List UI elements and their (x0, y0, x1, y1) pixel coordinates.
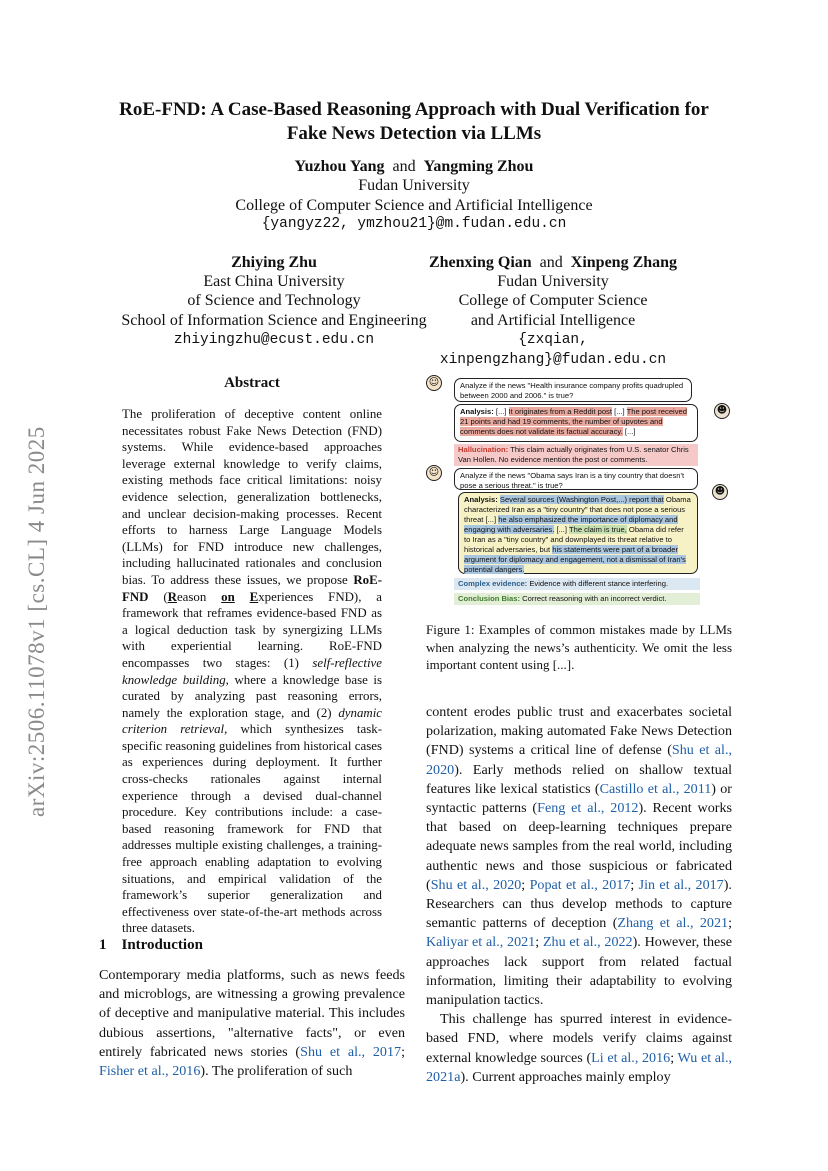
citation-link[interactable]: Jin et al., 2017 (638, 876, 724, 893)
citation-link[interactable]: Shu et al., 2020 (430, 876, 522, 893)
paper-title-line1: RoE-FND: A Case-Based Reasoning Approach with Dual Verification for (119, 99, 709, 120)
question-bubble-1: Analyze if the news "Health insurance company profits quadrupled between 2000 and 2006." is true? (454, 378, 692, 402)
abstract-body: The proliferation of deceptive content online necessitates robust Fake News Detection (FND) systems. While evidence-based approaches leverage external knowledge to verify claims, existing methods face critical limitations: noisy evidence selection, generalization bottlenecks, and unclear decision-making processes. Recent efforts to harness Large Language Models (LLMs) for FND introduce new challenges, including hallucinated rationales and conclusion bias. To address these issues, we propose RoE-FND (Reason on Experiences FND), a framework that reframes evidence-based FND as a logical deduction task by synergizing LLMs with experiential learning. RoE-FND encompasses two stages: (1) self-reflective knowledge building, where a knowledge base is curated by analyzing past reasoning errors, namely the exploration stage, and (2) dynamic criterion retrieval, which synthesizes task-specific reasoning guidelines from historical cases as experiences during deployment. It further cross-checks rationales against internal experience through a devised dual-channel procedure. Key contributions include: a case-based reasoning framework for FND that addresses multiple existing challenges, a training-free approach enabling adaptation to evolving situations, and empirical validation of the framework’s superior generalization and effectiveness over state-of-the-art methods across three datasets. (122, 407, 382, 936)
question-bubble-2: Analyze if the news "Obama says Iran is a tiny country that doesn't pose a serious threat." is true? (454, 468, 698, 490)
complex-evidence-note: Complex evidence: Evidence with different stance interfering. (454, 578, 700, 590)
citation-link[interactable]: Kaliyar et al., 2021 (426, 934, 536, 951)
citation-link[interactable]: Shu et al., 2017 (300, 1043, 402, 1060)
author-left-line3: School of Information Science and Engineering (121, 312, 427, 329)
citation-link[interactable]: Wu et al., 2021a (426, 1049, 732, 1085)
hallucination-note: Hallucination: This claim actually originates from U.S. senator Chris Van Hollen. No evidence mention the post or comments. (454, 444, 698, 466)
user-face-icon: ☺ (426, 465, 442, 481)
paragraph: content erodes public trust and exacerbates societal polarization, making automated Fake News Detection (FND) systems a critical line of defense (Shu et al., 2020). Early methods relied on shallow textual features like lexical statistics (Castillo et al., 2011) or syntactic patterns (Feng et al., 2012). Recent works that based on deep-learning techniques prepare adequate news samples from the real world, including authentic news and those suspicious or fabricated (Shu et al., 2020; Popat et al., 2017; Jin et al., 2017). Researchers can thus develop methods to capture semantic patterns of deception (Zhang et al., 2021; Kaliyar et al., 2021; Zhu et al., 2022). However, these approaches lack support from related factual information, limiting their adaptability to evolving manipulation tactics. (426, 704, 733, 1009)
author-left-email: zhiyingzhu@ecust.edu.cn (173, 332, 375, 348)
citation-link[interactable]: Zhang et al., 2021 (617, 915, 729, 932)
citation-link[interactable]: Zhu et al., 2022 (542, 934, 633, 951)
section-heading-introduction: 1 Introduction (99, 937, 203, 953)
abstract-heading: Abstract (224, 375, 280, 391)
figure-1 (424, 372, 736, 612)
author-right-line2: College of Computer Science (458, 292, 648, 309)
author-left-line1: East China University (203, 273, 345, 290)
author-right-line3: and Artificial Intelligence (470, 312, 636, 329)
citation-link[interactable]: Popat et al., 2017 (529, 876, 631, 893)
robot-face-icon: ☻ (714, 403, 730, 419)
author-left-line2: of Science and Technology (187, 292, 361, 309)
authors-top-affil2: College of Computer Science and Artificial Intelligence (235, 197, 593, 214)
paragraph: This challenge has spurred interest in evidence-based FND, where models verify claims against external knowledge sources (Li et al., 2016; Wu et al., 2021a). Current approaches mainly employ (426, 1011, 732, 1085)
authors-top-affil1: Fudan University (358, 177, 470, 194)
figure-caption: Figure 1: Examples of common mistakes made by LLMs when analyzing the news’s authenticity. We omit the less important content using [...]. (426, 622, 732, 672)
author-right-names: Zhenxing Qian and Xinpeng Zhang (428, 254, 678, 271)
conclusion-bias-note: Conclusion Bias: Correct reasoning with an incorrect verdict. (454, 593, 700, 605)
author-right-line1: Fudan University (497, 273, 609, 290)
intro-paragraph: Contemporary media platforms, such as news feeds and microblogs, are witnessing a growing prevalence of deceptive and manipulative material. This includes dubious assertions, "alternative facts", or even entirely fabricated news stories (Shu et al., 2017; Fisher et al., 2016). The proliferation of such (99, 967, 405, 1080)
citation-link[interactable]: Castillo et al., 2011 (599, 780, 712, 797)
author-right-email: {zxqian, xinpengzhang}@fudan.edu.cn (439, 332, 667, 368)
robot-face-icon: ☻ (712, 484, 728, 500)
citation-link[interactable]: Li et al., 2016 (591, 1049, 671, 1066)
user-face-icon: ☺ (426, 375, 442, 391)
authors-top-email: {yangyz22, ymzhou21}@m.fudan.edu.cn (261, 216, 567, 232)
arxiv-stamp: arXiv:2506.11078v1 [cs.CL] 4 Jun 2025 (24, 426, 49, 817)
citation-link[interactable]: Shu et al., 2020 (426, 742, 732, 778)
answer-bubble-2: Analysis: Several sources (Washington Post,...) report that Obama characterized Iran as a "tiny country" that does not pose a serious threat [...] he also emphasized the importance of diplomacy and engaging with adversaries. [...] The claim is true, Obama did refer to Iran as a "tiny country" and downplayed its threat relative to historical adversaries, but his statements were part of a broader argument for diplomacy and engagement, not a dismissal of Iran's potential dangers. (458, 492, 698, 574)
citation-link[interactable]: Feng et al., 2012 (537, 800, 639, 817)
citation-link[interactable]: Fisher et al., 2016 (99, 1063, 201, 1080)
paper-title-line2: Fake News Detection via LLMs (286, 123, 542, 144)
author-left-name: Zhiying Zhu (231, 254, 317, 271)
right-column-text (426, 703, 732, 1087)
authors-top: Yuzhou Yang and Yangming Zhou (294, 158, 534, 175)
answer-bubble-1: Analysis: [...] It originates from a Reddit post [...] The post received 21 points and had 19 comments, the number of upvotes and comments does not validate its factual accuracy. [...] (454, 404, 698, 442)
